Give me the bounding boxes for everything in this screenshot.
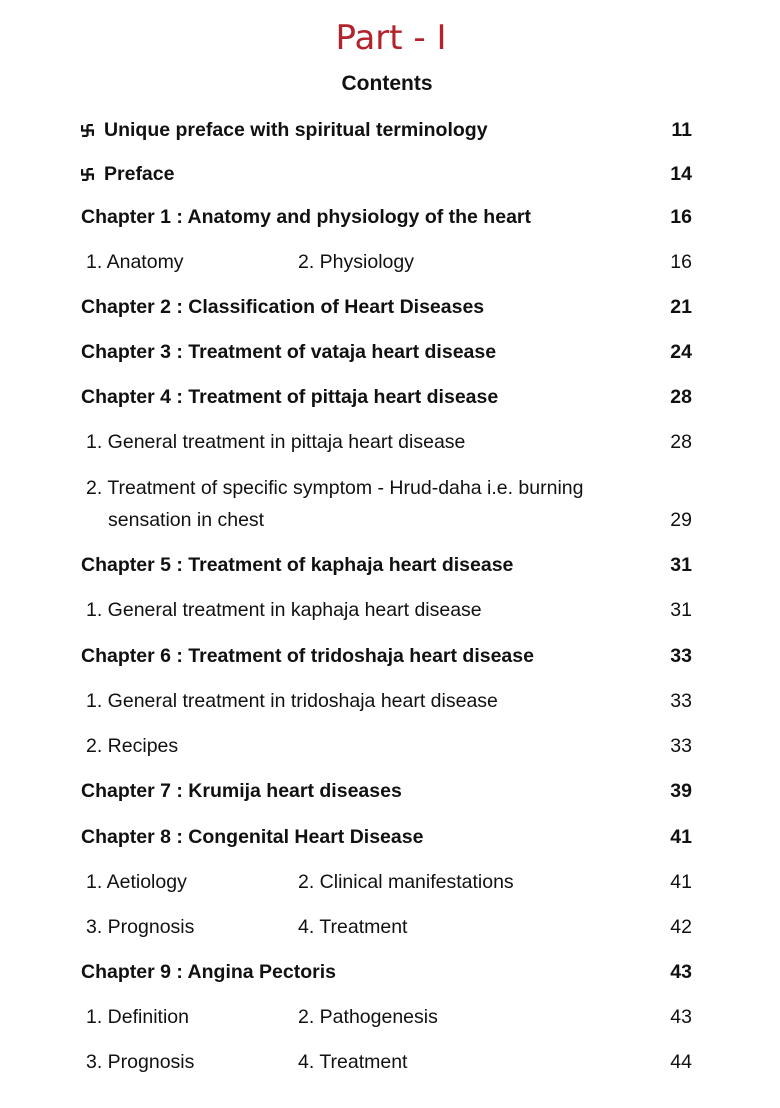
entry-title: Chapter 1 : Anatomy and physiology of the heart — [81, 206, 531, 228]
toc-entry[interactable] — [0, 914, 780, 940]
page-number: 29 — [670, 509, 692, 531]
toc-entry[interactable] — [0, 294, 780, 320]
page-number: 21 — [670, 296, 692, 318]
entry-title: 2. Treatment of specific symptom - Hrud-daha i.e. burning — [86, 477, 584, 499]
toc-entry[interactable] — [0, 475, 780, 531]
entry-title: Chapter 5 : Treatment of kaphaja heart disease — [81, 554, 514, 576]
page-number: 44 — [670, 1051, 692, 1073]
entry-title: Chapter 7 : Krumija heart diseases — [81, 780, 402, 802]
page-number: 33 — [670, 645, 692, 667]
page-number: 43 — [670, 961, 692, 983]
page-number: 41 — [670, 826, 692, 848]
page-number: 33 — [670, 735, 692, 757]
toc-entry[interactable] — [0, 429, 780, 455]
page-number: 41 — [670, 871, 692, 893]
page-number: 16 — [670, 251, 692, 273]
swastika-icon — [81, 124, 94, 137]
entry-title: Preface — [104, 163, 175, 185]
toc-entry[interactable] — [0, 552, 780, 578]
entry-title-2: 4. Treatment — [298, 916, 408, 938]
entry-title: 1. General treatment in kaphaja heart disease — [86, 599, 482, 621]
entry-title: Chapter 8 : Congenital Heart Disease — [81, 826, 424, 848]
entry-title-2: 2. Clinical manifestations — [298, 871, 514, 893]
page-number: 31 — [670, 554, 692, 576]
page-number: 24 — [670, 341, 692, 363]
entry-title: Unique preface with spiritual terminology — [104, 119, 488, 141]
toc-entry[interactable] — [0, 869, 780, 895]
page-number: 16 — [670, 206, 692, 228]
page-number: 43 — [670, 1006, 692, 1028]
toc-entry[interactable] — [0, 778, 780, 804]
entry-title: 1. General treatment in pittaja heart disease — [86, 431, 466, 453]
entry-title: Chapter 4 : Treatment of pittaja heart disease — [81, 386, 499, 408]
entry-title: Chapter 9 : Angina Pectoris — [81, 961, 336, 983]
entry-title: 3. Prognosis — [86, 916, 195, 938]
entry-title-2: 2. Physiology — [298, 251, 414, 273]
toc-entry[interactable] — [0, 1004, 780, 1030]
page-number: 28 — [670, 431, 692, 453]
entry-title: 1. Aetiology — [86, 871, 187, 893]
toc-entry[interactable] — [0, 384, 780, 410]
entry-title: 3. Prognosis — [86, 1051, 195, 1073]
entry-title-2: 4. Treatment — [298, 1051, 408, 1073]
toc-entry[interactable] — [0, 643, 780, 669]
toc-entry[interactable] — [0, 339, 780, 365]
entry-title-2: 2. Pathogenesis — [298, 1006, 438, 1028]
page-number: 28 — [670, 386, 692, 408]
page-number: 39 — [670, 780, 692, 802]
entry-title: Chapter 3 : Treatment of vataja heart disease — [81, 341, 497, 363]
part-title: Part - I — [335, 18, 447, 58]
page-number: 42 — [670, 916, 692, 938]
toc-entry[interactable] — [0, 959, 780, 985]
page-number: 11 — [671, 119, 692, 141]
toc-entry[interactable] — [0, 688, 780, 714]
toc-entry[interactable] — [0, 117, 780, 143]
page-number: 31 — [670, 599, 692, 621]
entry-title: 1. Definition — [86, 1006, 189, 1028]
toc-entry[interactable] — [0, 161, 780, 187]
entry-title: 2. Recipes — [86, 735, 179, 757]
toc-entry[interactable] — [0, 824, 780, 850]
entry-title: 1. General treatment in tridoshaja heart disease — [86, 690, 498, 712]
toc-entry[interactable] — [0, 204, 780, 230]
page-number: 14 — [670, 163, 692, 185]
entry-title: Chapter 2 : Classification of Heart Diseases — [81, 296, 485, 318]
entry-title: Chapter 6 : Treatment of tridoshaja heart disease — [81, 645, 534, 667]
toc-entry[interactable] — [0, 597, 780, 623]
swastika-icon — [81, 168, 94, 181]
entry-title-continued: sensation in chest — [108, 509, 265, 531]
toc-entry[interactable] — [0, 1049, 780, 1075]
toc-entry[interactable] — [0, 733, 780, 759]
page-number: 33 — [670, 690, 692, 712]
entry-title: 1. Anatomy — [86, 251, 184, 273]
contents-heading: Contents — [341, 72, 433, 95]
toc-entry[interactable] — [0, 249, 780, 275]
